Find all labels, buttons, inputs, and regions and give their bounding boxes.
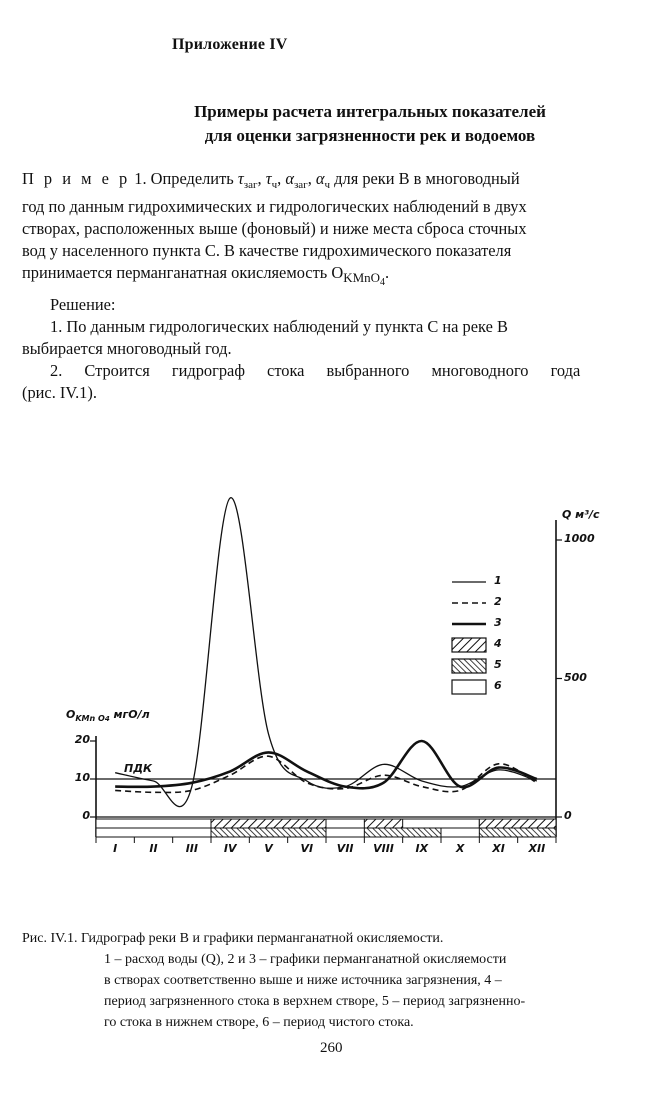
example-line-2: год по данным гидрохимических и гидрологических наблюдений в двух — [22, 197, 527, 216]
symbol-tau-zag: $\tau_{заг}$ — [237, 169, 258, 191]
legend-swatch-5 — [452, 659, 486, 673]
section-title-line-1: Примеры расчета интегральных показателей — [194, 102, 546, 121]
period-band-2-1 — [96, 828, 211, 837]
example-line-3: створах, расположенных выше (фоновый) и ниже места сброса сточных — [22, 219, 527, 238]
step-2-line-1: 2. Строится гидрограф стока выбранного многоводного года — [50, 361, 581, 380]
month-label-V: V — [264, 842, 273, 855]
step-1-line-1: 1. По данным гидрологических наблюдений у пункта С на реке В — [50, 317, 508, 336]
period-band-1-6 — [479, 819, 556, 828]
hydrograph-figure — [0, 490, 666, 890]
month-label-X: X — [455, 842, 465, 855]
page-number: 260 — [320, 1040, 343, 1056]
solution-label: Решение: — [50, 295, 116, 314]
caption-line-4: го стока в нижнем створе, 6 – период чистого стока. — [104, 1015, 414, 1030]
right-axis-label: Q м³/с — [562, 508, 600, 521]
step-1-paragraph — [22, 316, 652, 360]
month-label-I: I — [113, 842, 118, 855]
example-line-5: принимается перманганатная окисляемость $O_{KMnO_4}$. — [22, 263, 390, 288]
caption-line-1: 1 – расход воды (Q), 2 и 3 – графики перманганатной окисляемости — [104, 952, 507, 967]
right-tick-label-0: 0 — [564, 809, 572, 822]
legend-label-2: 2 — [494, 595, 502, 608]
pdk-label: ПДК — [124, 762, 152, 775]
caption-line-3: период загрязненного стока в верхнем створе, 5 – период загрязненно- — [104, 994, 526, 1009]
example-number: 1. — [134, 169, 147, 188]
month-label-VII: VII — [336, 842, 354, 855]
step-2-paragraph — [22, 360, 652, 404]
month-label-VI: VI — [300, 842, 314, 855]
hydrograph-chart — [0, 490, 666, 890]
month-label-VIII: VIII — [373, 842, 394, 855]
symbol-tau-ch: $\tau_ч$ — [265, 169, 278, 191]
month-label-XI: XI — [492, 842, 505, 855]
legend-label-5: 5 — [494, 658, 502, 671]
month-label-III: III — [185, 842, 198, 855]
caption-body — [22, 949, 652, 1033]
period-band-2-2 — [211, 828, 326, 837]
figure-caption — [22, 928, 652, 1033]
section-title — [110, 100, 630, 148]
right-tick-label-500: 500 — [564, 670, 587, 684]
month-label-IV: IV — [223, 842, 237, 855]
period-band-1-2 — [211, 819, 326, 828]
month-label-II: II — [149, 842, 158, 855]
left-tick-label-20: 20 — [74, 733, 90, 746]
month-label-XII: XII — [528, 842, 546, 855]
example-word: П р и м е р — [22, 169, 131, 188]
right-tick-label-1000: 1000 — [564, 532, 595, 545]
symbol-alpha-zag: $\alpha_{заг}$ — [285, 169, 308, 191]
caption-head: Рис. IV.1. Гидрограф реки В и графики перманганатной окисляемости. — [22, 931, 444, 946]
body-text — [22, 168, 652, 404]
legend-swatch-4 — [452, 638, 486, 652]
caption-line-2: в створах соответственно выше и ниже источника загрязнения, 4 – — [104, 973, 502, 988]
legend-label-1: 1 — [494, 574, 502, 587]
period-band-1-1 — [96, 819, 211, 828]
symbol-alpha-ch: $\alpha_ч$ — [315, 169, 331, 191]
left-tick-label-0: 0 — [82, 809, 90, 822]
appendix-title: Приложение IV — [172, 36, 288, 53]
step-2-line-2: (рис. IV.1). — [22, 383, 97, 402]
legend-label-3: 3 — [494, 616, 502, 629]
legend-label-4: 4 — [494, 637, 502, 650]
legend-label-6: 6 — [494, 679, 502, 692]
symbol-o-kmno4: $O_{KMnO_4}$ — [331, 263, 386, 288]
series-line-2 — [115, 756, 537, 792]
left-tick-label-10: 10 — [74, 771, 90, 784]
section-title-line-2: для оценки загрязненности рек и водоемов — [204, 126, 536, 145]
example-text-before: Определить — [150, 169, 234, 188]
left-axis-label: $O_{KMn O4}$ мгO/л — [66, 708, 150, 723]
example-text-after: для реки В в многоводный — [334, 169, 520, 188]
example-paragraph — [22, 168, 652, 294]
period-band-2-6 — [479, 828, 556, 837]
month-label-IX: IX — [415, 842, 429, 855]
step-1-line-2: выбирается многоводный год. — [22, 339, 232, 358]
legend-swatch-6 — [452, 680, 486, 694]
period-band-1-5 — [403, 819, 480, 828]
example-line-1: П р и м е р 1. Определить $\tau_{заг}$, $\tau_ч$, $\alpha_{заг}$, $\alpha_ч$ для реки В в многоводный — [22, 169, 520, 191]
example-line-4: вод у населенного пункта С. В качестве гидрохимического показателя — [22, 241, 512, 260]
